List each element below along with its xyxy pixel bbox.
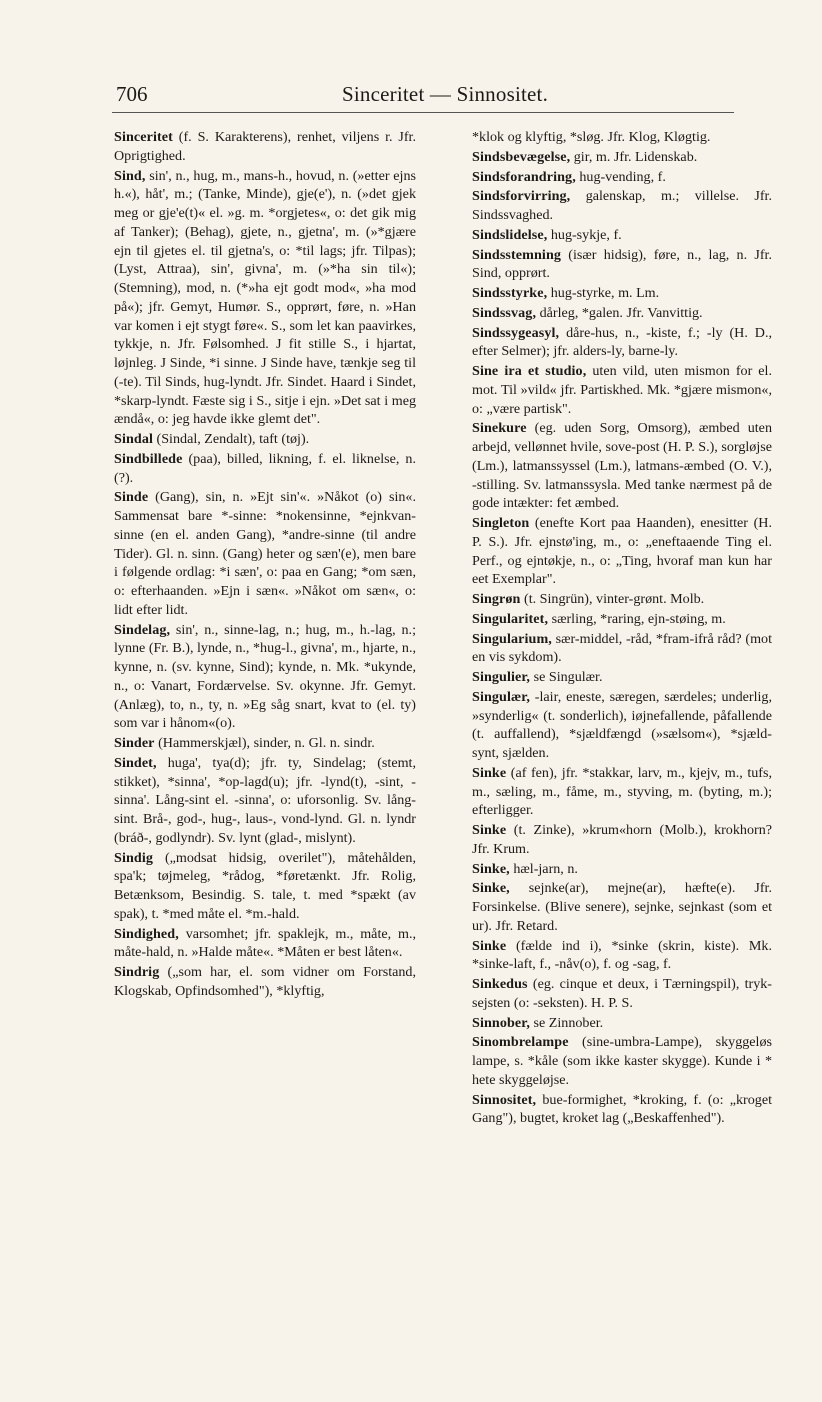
entry-definition: (Sindal, Zendalt), taft (tøj). [153,431,310,447]
entry-headword: Sindet, [114,754,157,771]
entry-definition: hug-styrke, m. Lm. [547,285,660,301]
entry-definition: hug-vending, f. [575,168,666,185]
entry-definition: sin', n., hug, m., mans-h., hovud, n. (»etter ejns h.«), håt', m.; (Tanke, Minde), gje(e'), n. (»det gjek meg or gje'e(t)« el. »g. m. *orgjetes«, o: det gik mig af Tanker); (Behag), gjete, n., gjetna', m. (»*gjære ejn til gjetes el. til gjetna's, o: *til lags; jfr. Tilpas); (Lyst, Attraa), sin', givna', m. (»*ha sin til«); (Stemning), mod, n. (*»ha ejt godt mod«, »ha mod på«); jfr. Gemyt, Humør. S., opprørt, føre, n. »Han var komen i ejt stygt føre«. S., som let kan paavirkes, tykkje, n. Jfr. Følsomhed. J fit stille S., i hjartat, løjnleg. J Sinde, *i sinne. J Sinde have, tænkje seg til (-te). Til Sinds, hug-lyndt. Jfr. Sindet. Haard i Sindet, *skarp-lyndt. Fæste sig i S., sitje i ejn. »Det sat i meg ændå«, o: jeg havde ikke glemt det". [114,167,416,428]
dictionary-entry [472,610,772,629]
dictionary-entry [472,226,772,245]
dictionary-entry [472,148,772,167]
entry-headword: Sinnositet, [472,1091,537,1108]
right-column [472,128,772,1129]
entry-headword: Singrøn [472,591,521,607]
running-title: Sinceritet — Sinnositet. [342,82,549,106]
dictionary-entry [472,246,772,284]
dictionary-entry [472,821,772,859]
entry-headword: Singularitet, [472,610,549,627]
entry-headword: Singularium, [472,630,552,647]
dictionary-entry [472,304,772,323]
dictionary-entry [472,324,772,362]
entry-headword: Sinombrelampe [472,1034,569,1051]
entry-definition: (enefte Kort paa Haanden), enesitter (H. P. S.). Jfr. ejnstø'ing, m., o: „eneftaaende Ting el. Perf., og ejntøkje, n., o: „Ting, hvoraf man kun har eet Exemplar". [472,515,772,588]
dictionary-entry [472,362,772,418]
dictionary-entry [472,514,772,589]
dictionary-entry [472,590,772,609]
dictionary-entry [472,419,772,513]
dictionary-entry [114,754,416,848]
entry-headword: Singulær, [472,688,530,705]
dictionary-entry [114,488,416,619]
dictionary-entry [472,860,772,879]
entry-headword: Sinke [472,822,507,838]
entry-headword: Sinnober, [472,1014,530,1031]
entry-definition: (eg. uden Sorg, Omsorg), æmbed uten arbejd, vellønnet hvile, sove-post (H. P. S.), sorgløjse (Lm.), latmanssyssel (Lm.), latmans-æmbed (O. V.), -stilling. Sv. latmanssysla. Med tanke nærmest på de gode intækter: fet æmbed. [472,420,772,512]
dictionary-entry [114,450,416,488]
entry-headword: Sine ira et studio, [472,363,587,379]
entry-headword: Sindig [114,849,153,866]
dictionary-entry [472,630,772,668]
entry-definition: (paa), billed, likning, f. el. liknelse, n. (?). [114,450,416,486]
entry-definition: (f. S. Karakterens), renhet, viljens r. Jfr. Oprigtighed. [114,129,416,164]
entry-definition: („modsat hidsig, overilet"), måtehålden, spa'k; tøjmeleg, *rådog, *føretænkt. Jfr. Rolig, Betænksom, Besindig. S. tale, t. med *spækt (av spak), t. *med måte el. *m.-hald. [114,849,416,922]
entry-definition: (fælde ind i), *sinke (skrin, kiste). Mk. *sinke-laft, f., -nåv(o), f. og -sag, f. [472,937,772,973]
dictionary-entry [472,168,772,187]
dictionary-entry [472,879,772,935]
entry-headword: Sindsbevægelse, [472,148,571,165]
entry-headword: Sinkedus [472,976,528,992]
left-column [114,128,416,1002]
entry-definition: se Zinnober. [529,1014,604,1031]
dictionary-entry [472,1014,772,1033]
entry-headword: Sinde [114,489,149,506]
entry-headword: Sindrig [114,964,160,980]
entry-definition: (af fen), jfr. *stakkar, larv, m., kjejv, m., tufs, m., sæling, m., fåme, m., styving, m. (byting, m.); efterligger. [472,764,772,819]
entry-headword: Sindsstyrke, [472,285,548,301]
entry-definition: dårleg, *galen. Jfr. Vanvittig. [536,304,703,321]
entry-definition: (Gang), sin, n. »Ejt sin'«. »Nåkot (o) sin«. Sammensat bare *-sinne: *nokensinne, *ejnkvan-sinne (en el. anden Gang), *andre-sinne (til andre Tider). Gl. n. sinn. (Gang) heter og sæn'(e), men bare i følgende ordlag: *i sæn', o: paa en Gang; *om sæn, o: efterhaanden. »Ejn i sæn«. »Nåkot om sæn«, o: lidt efter lidt. [114,489,416,618]
entry-definition: (især hidsig), føre, n., lag, n. Jfr. Sind, opprørt. [472,246,772,282]
entry-headword: Sindslidelse, [472,226,548,243]
entry-definition: sin', n., sinne-lag, n.; hug, m., h.-lag, n.; lynne (Fr. B.), lynde, n., *hug-l., givna', m., hjarte, n., kynne, n. (sv. kynne, Sind); kynde, n. Mk. *ukynde, n., o: Vanart, Fordærvelse. Sv. okynne. Jfr. Gemyt. (Anlæg), to, n., ty, n. »Eg såg snart, kvat to (el. ty) som var i hånom«(o). [114,621,416,732]
entry-headword: Sind, [114,167,146,184]
entry-definition: sær-middel, -råd, *fram-ifrå råd? (mot en vis sykdom). [472,630,772,666]
entry-headword: Sindelag, [114,621,171,638]
entry-headword: Sinke, [472,880,510,897]
entry-headword: Sindsstemning [472,246,562,263]
dictionary-entry [472,975,772,1013]
entry-definition: sejnke(ar), mejne(ar), hæfte(e). Jfr. Forsinkelse. (Blive senere), sejnke, sejnkast (som et ur). Jfr. Retard. [472,880,772,934]
entry-definition: gir, m. Jfr. Lidenskab. [570,148,698,165]
dictionary-entry [114,734,416,753]
dictionary-entry [472,1033,772,1089]
dictionary-entry [472,284,772,303]
dictionary-entry [114,849,416,924]
entry-headword: Sindsforvirring, [472,188,571,205]
entry-definition: (Hammerskjæl), sinder, n. Gl. n. sindr. [154,735,375,751]
entry-headword: Sinke, [472,860,510,877]
dictionary-entry [114,925,416,963]
entry-definition: galenskap, m.; villelse. Jfr. Sindssvaghed. [472,188,772,223]
entry-headword: Sindighed, [114,925,179,942]
dictionary-entry [472,668,772,687]
dictionary-entry [114,167,416,430]
entry-headword: Sindal [114,431,153,447]
entry-headword: Sinceritet [114,129,173,145]
dictionary-entry [472,937,772,975]
entry-headword: Sinekure [472,420,527,437]
entry-definition: huga', tya(d); jfr. ty, Sindelag; (stemt, stikket), *sinna', *op-lagd(u); jfr. -lynd(t), -sint, -sinna'. Lång-sint el. -sinna', o: uforsonlig. Sv. lång-sint. Brå-, god-, hug-, laus-, vond-lynd. Gl. n. lyndr (bráð-, godlyndr). Sv. lynt (glad-, mislynt). [114,754,416,846]
entry-definition: (eg. cinque et deux, i Tærningspil), tryk-sejsten (o: -seksten). H. P. S. [472,976,772,1011]
entry-definition: bue-formighet, *kroking, f. (o: „kroget Gang"), bugtet, kroket lag („Beskaffenhed"). [472,1091,772,1127]
entry-definition: *klok og klyftig, *sløg. Jfr. Klog, Kløgtig. [472,129,711,145]
entry-headword: Sindssvag, [472,304,537,321]
entry-definition: -lair, eneste, særegen, særdeles; underlig, »synderlig« (t. sonderlich), iøjnefallende, påfallende (t. auffallend), *sjældfængd (»sælsom«), *sjæld-synt, sjælden. [472,688,772,761]
dictionary-entry [472,688,772,763]
entry-definition: varsomhet; jfr. spaklejk, m., måte, m., måte-hald, n. »Halde måte«. *Måten er best låten«. [114,925,416,961]
entry-definition: dåre-hus, n., -kiste, f.; -ly (H. D., efter Selmer); jfr. alders-ly, barne-ly. [472,324,772,360]
entry-definition: se Singulær. [530,669,603,685]
entry-headword: Sinke [472,764,507,781]
entry-headword: Sindbillede [114,450,183,467]
dictionary-entry [472,764,772,820]
page-number: 706 [116,82,148,106]
entry-definition: (t. Singrün), vinter-grønt. Molb. [520,591,705,607]
entry-headword: Singulier, [472,669,531,685]
dictionary-entry [114,963,416,1001]
dictionary-entry [114,430,416,449]
entry-headword: Singleton [472,515,530,531]
entry-definition: uten vild, uten mismon for el. mot. Til »vild« jfr. Partiskhed. Mk. *gjære mismon«, o: „være partisk". [472,363,772,417]
entry-headword: Sindsforandring, [472,168,576,185]
entry-headword: Sindssygeasyl, [472,324,560,341]
entry-definition: særling, *raring, ejn-støing, m. [548,610,726,627]
dictionary-entry [114,621,416,734]
dictionary-entry [472,1091,772,1129]
entry-headword: Sinke [472,937,507,954]
entry-definition: hæl-jarn, n. [509,860,578,877]
dictionary-entry [114,128,416,166]
entry-headword: Sinder [114,735,155,751]
entry-definition: (sine-umbra-Lampe), skyggeløs lampe, s. *kåle (som ikke kaster skygge). Kunde i * hete skyggeløjse. [472,1034,772,1088]
entry-definition: (t. Zinke), »krum«horn (Molb.), krokhorn? Jfr. Krum. [472,822,772,857]
dictionary-entry [472,128,772,147]
dictionary-entry [472,187,772,225]
header-rule [112,112,734,113]
entry-definition: („som har, el. som vidner om Forstand, Klogskab, Opfindsomhed"), *klyftig, [114,964,416,999]
entry-definition: hug-sykje, f. [547,226,622,243]
